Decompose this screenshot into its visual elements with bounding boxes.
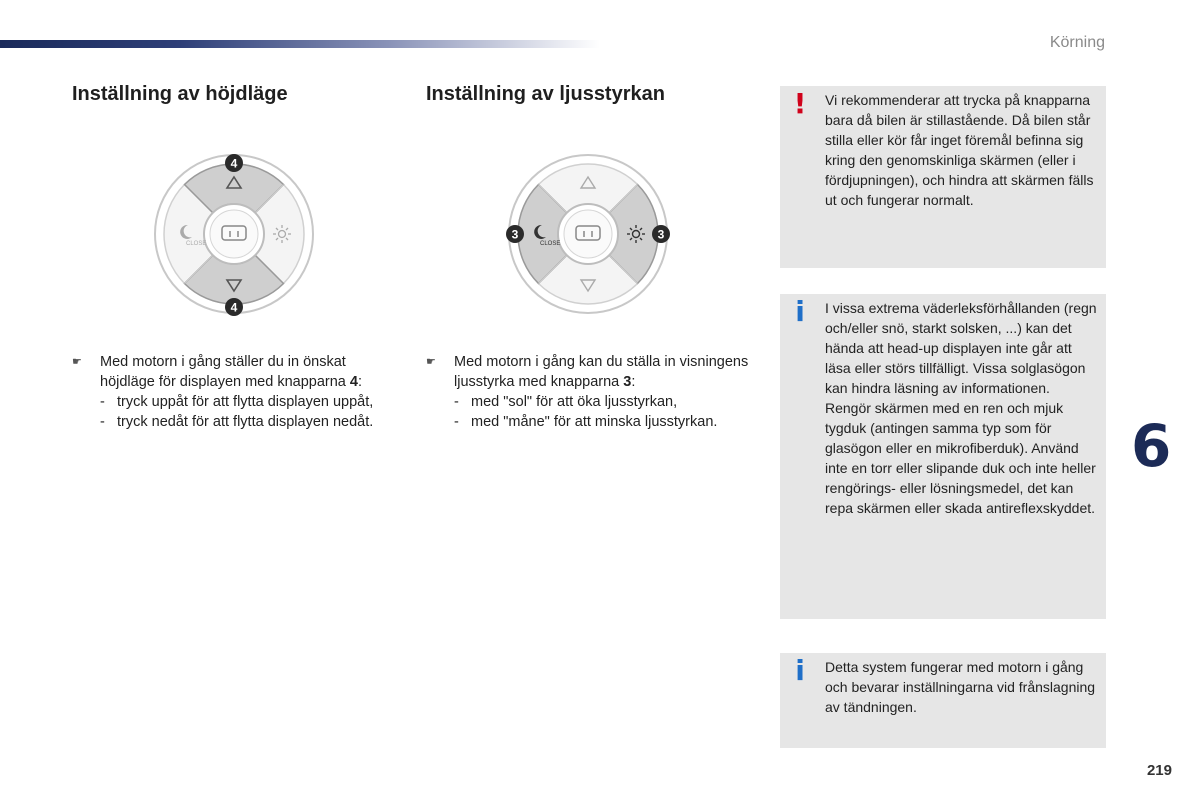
warning-box [780,86,1106,268]
info-icon: i [795,654,805,687]
list-item: - tryck nedåt för att flytta displayen nedåt. [100,414,374,430]
warning-text: Vi rekommenderar att trycka på knapparna bara då bilen är stillastående. Då bilen står stilla eller kör får inget föremål befinna sig kring den genomskinliga skärmen (eller i fördjupningen), och hindra att skärmen fälls ut och fungerar normalt. [825,92,1094,208]
info-text-weather: I vissa extrema väderleksförhållanden (regn och/eller snö, starkt solsken, ...) kan det hända att head-up displayen inte går att läsa eller störs tillfälligt. Vissa solglasögon kan hindra läsning av informationen. [825,300,1097,396]
chapter-number: 6 [1131,412,1172,480]
pointer-icon: ☛ [72,356,82,368]
svg-text:3: 3 [511,227,519,242]
svg-text:4: 4 [230,156,238,171]
info-text-cleaning: Rengör skärmen med en ren och mjuk tygduk (antingen samma typ som för glasögon eller en mikrofiberduk). Använd inte en torr eller slipande duk och inte heller rengörings- eller lösningsmedel, det kan repa skärmen eller skada antireflexskyddet. [825,400,1096,516]
info-icon: i [795,295,805,328]
info-box-weather [780,294,1106,619]
list-item: - med "sol" för att öka ljusstyrkan, [454,394,678,410]
height-control-dial [152,152,316,316]
brightness-instructions [426,352,756,432]
info-text-memory: Detta system fungerar med motorn i gång och bevarar inställningarna vid frånslagning av tändningen. [825,659,1096,715]
page-number: 219 [1146,762,1172,779]
section-label: Körning [1049,34,1105,51]
header-gradient-bar [0,40,600,48]
heading-height-setting: Inställning av höjdläge [72,83,288,105]
instruction-bullet: ☛ Med motorn i gång kan du ställa in visningens ljusstyrka med knapparna 3: [426,354,749,390]
warning-icon: ! [793,87,807,120]
svg-text:4: 4 [230,300,238,315]
svg-text:3: 3 [657,227,665,242]
info-box-memory [780,653,1106,748]
brightness-control-dial [504,152,672,316]
list-item: - tryck uppåt för att flytta displayen uppåt, [100,394,374,410]
height-instructions [72,352,402,432]
close-label: CLOSE [186,241,207,247]
list-item: - med "måne" för att minska ljusstyrkan. [454,414,718,430]
instruction-bullet: ☛ Med motorn i gång ställer du in önskat höjdläge för displayen med knapparna 4: [72,354,363,390]
pointer-icon: ☛ [426,356,436,368]
heading-brightness-setting: Inställning av ljusstyrkan [426,83,665,105]
close-label: CLOSE [540,241,561,247]
